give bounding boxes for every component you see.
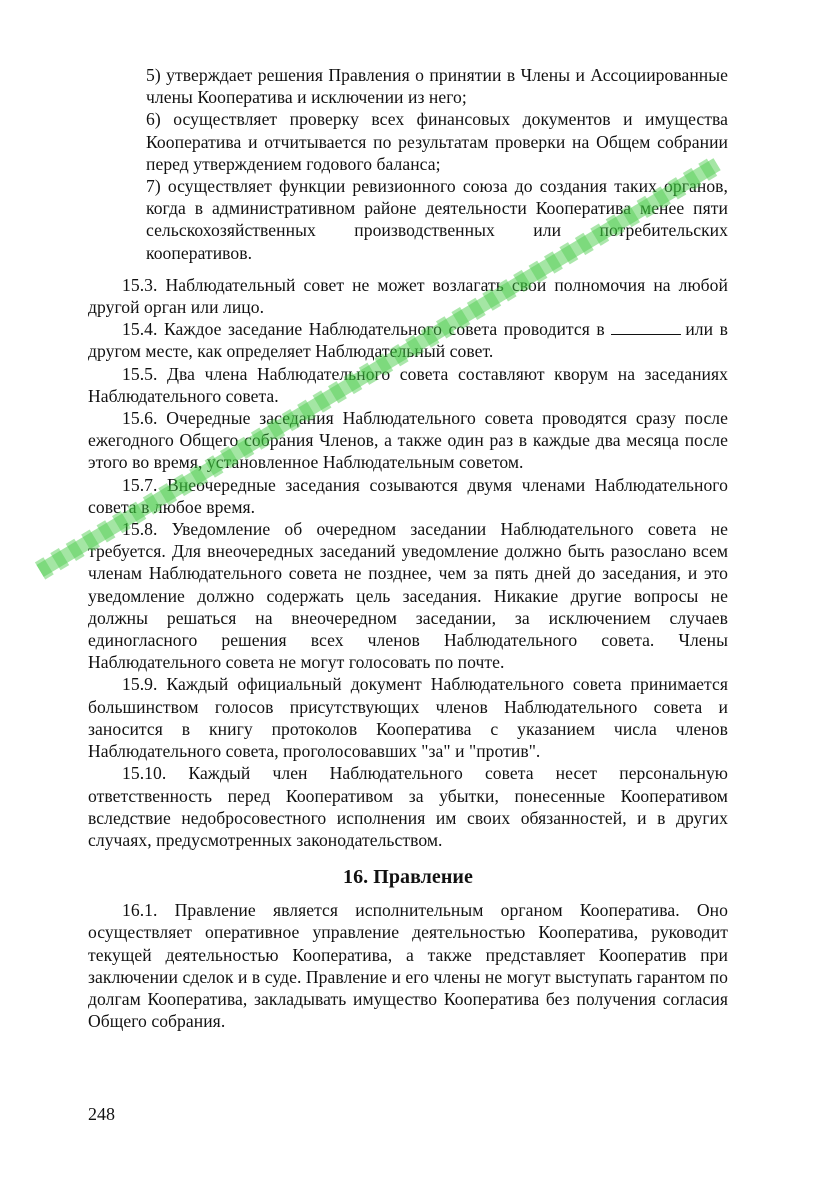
powers-list	[88, 64, 728, 264]
watermark-dash	[66, 539, 85, 561]
list-item: 6) осуществляет проверку всех финансовых документов и имущества Кооператива и отчитывается по результатам проверки на Общем собрании перед утверждением годового баланса;	[146, 109, 728, 174]
paragraph-15-4-end: или в другом месте, как определяет Наблюдательный совет.	[88, 319, 728, 362]
paragraph-15-9: 15.9. Каждый официальный документ Наблюдательного совета принимается большинством голосов присутствующих членов Наблюдательного совета и заносится в книгу протоколов Кооператива с указанием числа членов Наблюдательного совета, проголосовавших "за" и "против".	[88, 674, 728, 762]
section-title: 16. Правление	[343, 866, 473, 889]
watermark-dash	[50, 548, 69, 570]
list-item: 7) осуществляет функции ревизионного союза до создания таких органов, когда в административном районе деятельности Кооператива менее пяти сельскохозяйственных производственных или потребительских кооперативов.	[146, 176, 728, 263]
paragraph-15-3: 15.3. Наблюдательный совет не может возлагать свои полномочия на любой другой орган или лицо.	[88, 274, 728, 318]
paragraph-16-1: 16.1. Правление является исполнительным органом Кооператива. Оно осуществляет оперативное управление деятельностью Кооператива, руководит текущей деятельностью Кооператива, а также представляет Кооператив при заключении сделок и в суде. Правление и его члены не могут выступать гарантом по долгам Кооператива, закладывать имущество Кооператива без получения согласия Общего собрания.	[88, 900, 728, 1032]
list-item: 5) утверждает решения Правления о принятии в Члены и Ассоциированные члены Кооператива и исключении из него;	[146, 65, 728, 108]
paragraph-15-7: 15.7. Внеочередные заседания созываются двумя членами Наблюдательного совета в любое время.	[88, 474, 728, 517]
paragraph-15-8: 15.8. Уведомление об очередном заседании Наблюдательного совета не требуется. Для внеочередных заседаний уведомление должно быть разослано всем членам Наблюдательного совета не позднее, чем за пять дней до заседания, и это уведомление должно содержать цель заседания. Никакие другие вопросы не должны решаться на внеочередном заседании, за исключением случаев единогласного решения всех членов Наблюдательного совета. Члены Наблюдательного совета не могут голосовать по почте.	[88, 519, 728, 673]
watermark-dash	[35, 557, 54, 579]
paragraph-15-5: 15.5. Два члена Наблюдательного совета составляют кворум на заседаниях Наблюдательного совета.	[88, 363, 728, 406]
page-text	[88, 64, 728, 1032]
page-number: 248	[88, 1104, 115, 1124]
paragraph-15-4	[88, 318, 728, 362]
blank-line	[611, 320, 681, 335]
paragraph-15-10: 15.10. Каждый член Наблюдательного совета несет персональную ответственность перед Кооперативом за убытки, понесенные Кооперативом вследствие недобросовестного исполнения им своих обязанностей, и в других случаях, предусмотренных законодательством.	[88, 763, 728, 850]
paragraph-15-6: 15.6. Очередные заседания Наблюдательного совета проводятся сразу после ежегодного Общего собрания Членов, а также один раз в каждые два месяца после этого во время, установленное Наблюдательным советом.	[88, 408, 728, 473]
paragraph-15-4-start: 15.4. Каждое заседание Наблюдательного совета проводится в	[122, 319, 605, 340]
